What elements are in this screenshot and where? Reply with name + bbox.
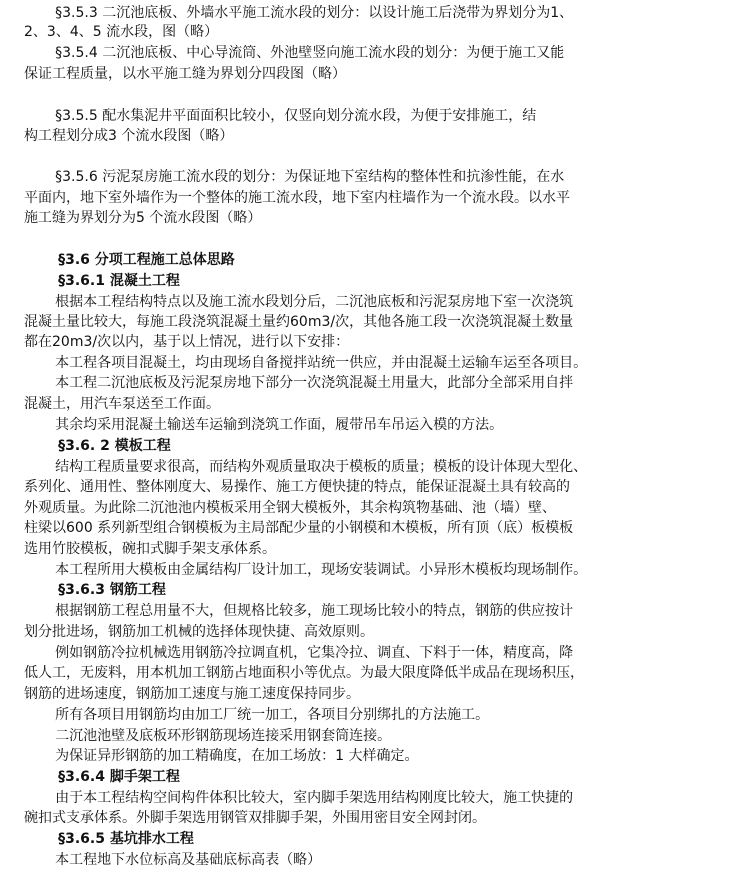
text-line-3-6-3a: 根据钢筋工程总用量不大，但规格比较多，施工现场比较小的特点，钢筋的供应按计 bbox=[24, 603, 574, 619]
text-line-3-5-5a: §3.5.5 配水集泥井平面面积比较小，仅竖向划分流水段，为便于安排施工，结 bbox=[24, 108, 537, 124]
section-heading-3-6-5: §3.6.5 基坑排水工程 bbox=[24, 831, 194, 847]
section-heading-3-6-1: §3.6.1 混凝土工程 bbox=[24, 273, 180, 289]
text-line-3-6-4b: 碗扣式支承体系。外脚手架选用钢管双排脚手架，外围用密目安全网封闭。 bbox=[24, 810, 486, 826]
text-line-3-6-3h: 为保证异形钢筋的加工精确度，在加工场放：1 大样确定。 bbox=[24, 748, 419, 764]
text-line-3-6-5a: 本工程地下水位标高及基础底标高表（略） bbox=[24, 852, 322, 868]
text-line-3-6-2b: 系列化、通用性、整体刚度大、易操作、施工方便快捷的特点，能保证混凝土具有较高的 bbox=[24, 479, 570, 495]
text-line-3-5-4b: 保证工程质量，以水平施工缝为界划分四段图（略） bbox=[24, 66, 346, 82]
text-line-3-6-1e: 本工程二沉池底板及污泥泵房地下部分一次浇筑混凝土用量大，此部分全部采用自拌 bbox=[24, 375, 574, 391]
text-line-3-6-3d: 低人工，无废料，用本机加工钢筋占地面积小等优点。为最大限度降低半成品在现场积压， bbox=[24, 665, 584, 681]
text-line-3-5-6b: 平面内，地下室外墙作为一个整体的施工流水段，地下室内柱墙作为一个流水段。以水平 bbox=[24, 190, 570, 206]
text-line-3-5-3a: §3.5.3 二沉池底板、外墙水平施工流水段的划分：以设计施工后浇带为界划分为1、 bbox=[24, 5, 574, 21]
text-line-3-6-3g: 二沉池池壁及底板环形钢筋现场连接采用钢套筒连接。 bbox=[24, 728, 392, 744]
text-line-3-6-2e: 选用竹胶模板，碗扣式脚手架支承体系。 bbox=[24, 541, 276, 557]
text-line-3-6-1d: 本工程各项目混凝土，均由现场自备搅拌站统一供应，并由混凝土运输车运至各项目。 bbox=[24, 355, 588, 371]
text-line-3-6-1a: 根据本工程结构特点以及施工流水段划分后，二沉池底板和污泥泵房地下室一次浇筑 bbox=[24, 294, 574, 310]
text-line-3-6-2f: 本工程所用大模板由金属结构厂设计加工，现场安装调试。小异形木模板均现场制作。 bbox=[24, 562, 588, 578]
text-line-3-5-5b: 构工程划分成3 个流水段图（略） bbox=[24, 128, 234, 144]
text-line-3-6-4a: 由于本工程结构空间构件体积比较大，室内脚手架选用结构刚度比较大，施工快捷的 bbox=[24, 790, 574, 806]
text-line-3-5-6c: 施工缝为界划分为5 个流水段图（略） bbox=[24, 210, 262, 226]
text-line-3-6-3b: 划分批进场，钢筋加工机械的选择体现快捷、高效原则。 bbox=[24, 624, 374, 640]
text-line-3-6-3e: 钢筋的进场速度，钢筋加工速度与施工速度保持同步。 bbox=[24, 686, 360, 702]
section-heading-3-6-3: §3.6.3 钢筋工程 bbox=[24, 582, 166, 598]
text-line-3-6-2a: 结构工程质量要求很高，而结构外观质量取决于模板的质量；模板的设计体现大型化、 bbox=[24, 459, 588, 475]
text-line-3-6-1f: 混凝土，用汽车泵送至工作面。 bbox=[24, 396, 220, 412]
text-line-3-5-6a: §3.5.6 污泥泵房施工流水段的划分：为保证地下室结构的整体性和抗渗性能，在水 bbox=[24, 169, 565, 185]
section-heading-3-6-4: §3.6.4 脚手架工程 bbox=[24, 769, 180, 785]
text-line-3-5-4a: §3.5.4 二沉池底板、中心导流筒、外池壁竖向施工流水段的划分：为便于施工又能 bbox=[24, 45, 565, 61]
text-line-3-6-1b: 混凝土量比较大，每施工段浇筑混凝土量约60m3/次，其他各施工段一次浇筑混凝土数量 bbox=[24, 314, 574, 330]
text-line-3-6-1c: 都在20m3/次以内，基于以上情况，进行以下安排： bbox=[24, 334, 350, 350]
text-line-3-6-3f: 所有各项目用钢筋均由加工厂统一加工，各项目分别绑扎的方法施工。 bbox=[24, 707, 490, 723]
text-line-3-6-1g: 其余均采用混凝土输送车运输到浇筑工作面，履带吊车吊运入模的方法。 bbox=[24, 417, 504, 433]
text-line-3-6-2c: 外观质量。为此除二沉池池内模板采用全钢大模板外，其余构筑物基础、池（墙）壁、 bbox=[24, 500, 556, 516]
text-line-3-6-3c: 例如钢筋冷拉机械选用钢筋冷拉调直机，它集冷拉、调直、下料于一体，精度高，降 bbox=[24, 645, 574, 661]
text-line-3-5-3b: 2、3、4、5 流水段，图（略） bbox=[24, 24, 219, 40]
section-heading-3-6: §3.6 分项工程施工总体思路 bbox=[24, 252, 235, 268]
text-line-3-6-2d: 柱梁以600 系列新型组合钢模板为主局部配少量的小钢模和木模板，所有顶（底）板模板 bbox=[24, 520, 574, 536]
section-heading-3-6-2: §3.6. 2 模板工程 bbox=[24, 438, 171, 454]
